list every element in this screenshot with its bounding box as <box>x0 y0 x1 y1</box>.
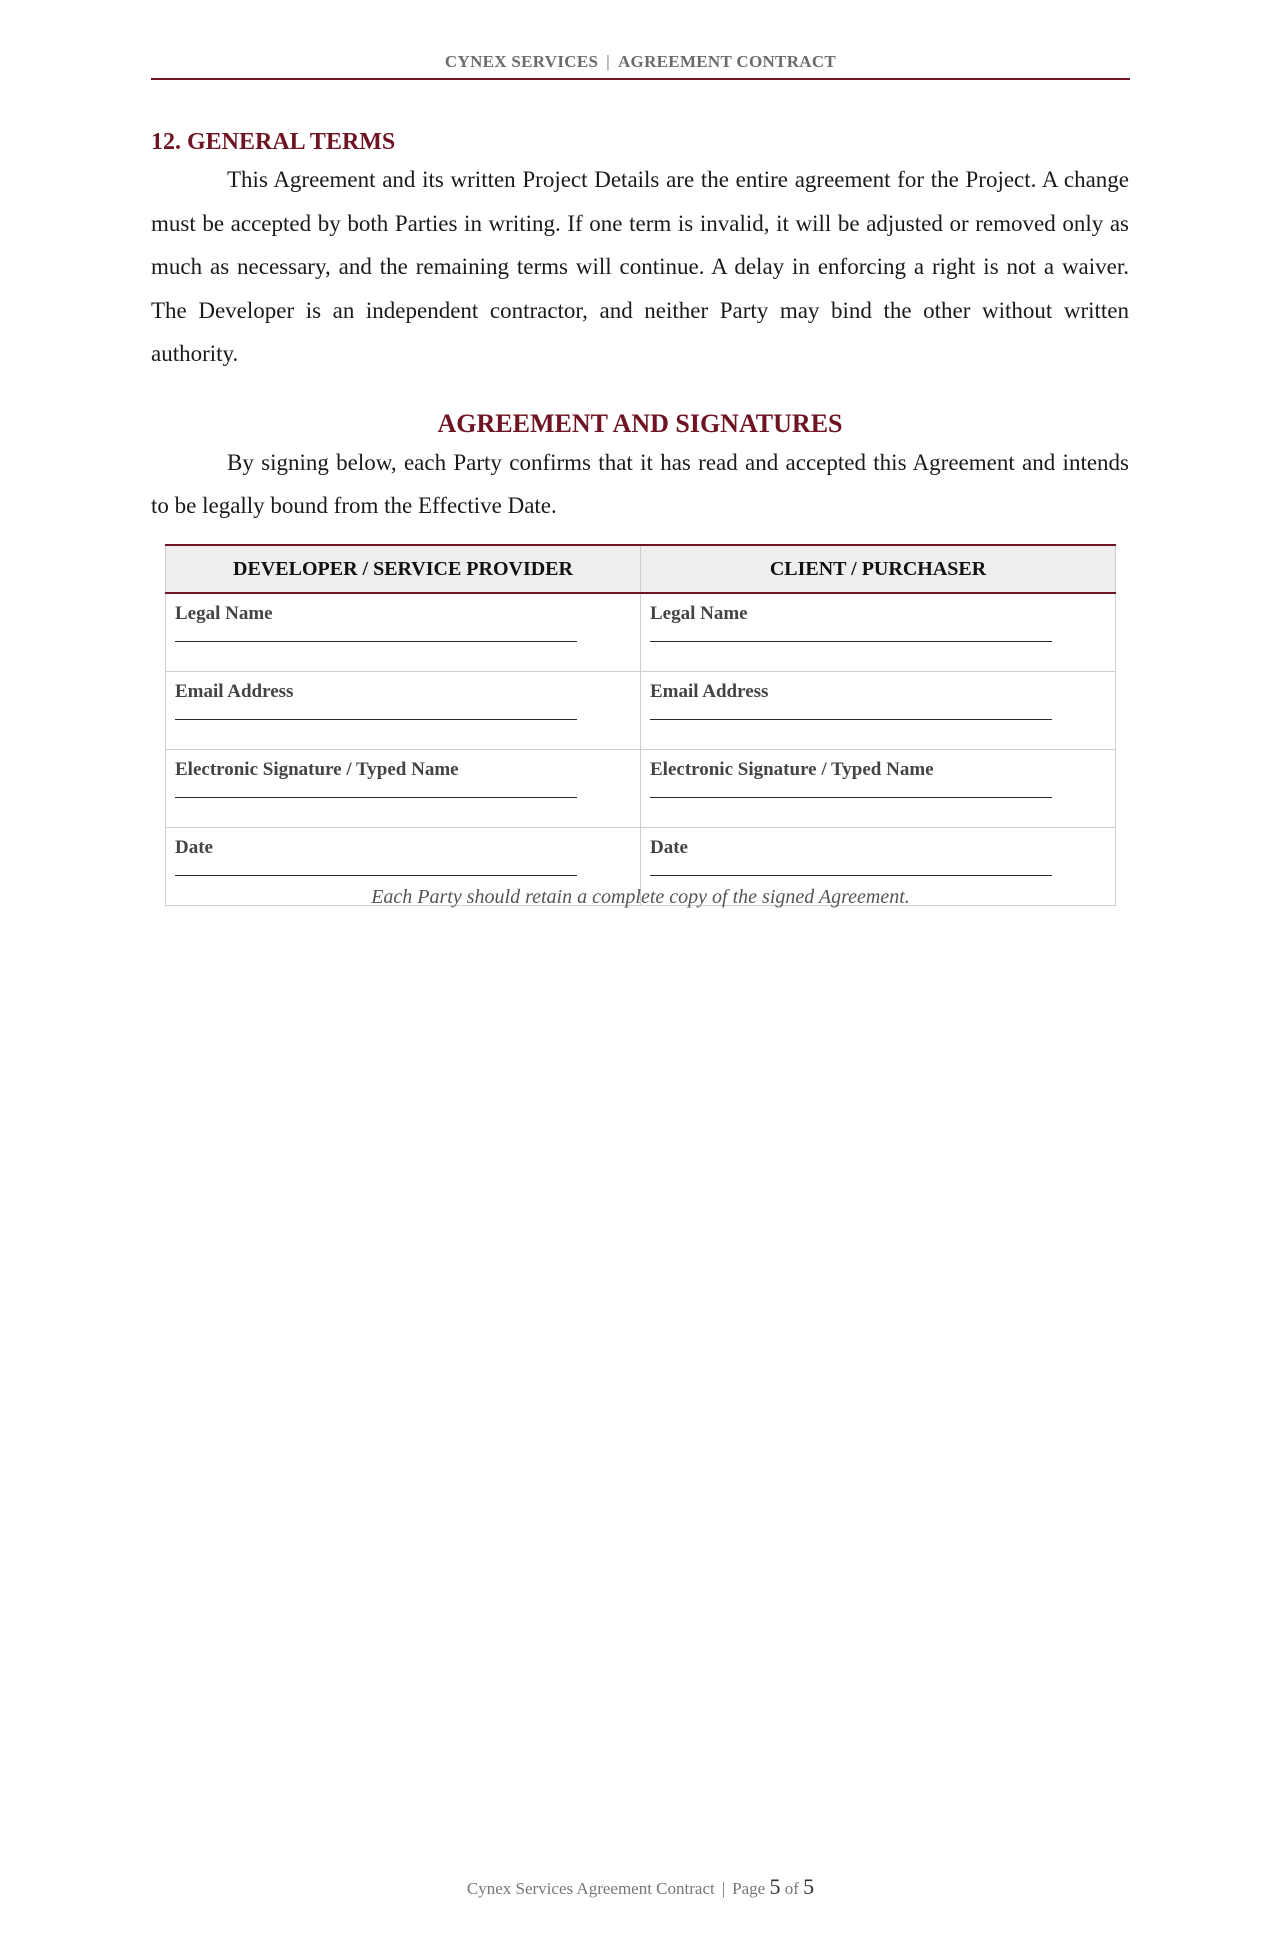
signature-row-email <box>166 672 1116 750</box>
developer-signature-line[interactable] <box>175 797 577 798</box>
client-legal-name-cell[interactable] <box>641 593 1116 672</box>
header-rule <box>151 78 1130 80</box>
signatures-heading: AGREEMENT AND SIGNATURES <box>437 408 843 438</box>
field-label: Date <box>650 837 688 858</box>
general-terms-heading: 12. GENERAL TERMS <box>151 129 396 155</box>
retain-copy-note: Each Party should retain a complete copy of the signed Agreement. <box>371 886 910 908</box>
field-label: Email Address <box>650 681 769 702</box>
general-terms-paragraph: This Agreement and its written Project Details are the entire agreement for the Project. A change must be accepted by both Parties in writing. If one term is invalid, it will be adjusted or removed only as much as necessary, and the remaining terms will continue. A delay in enforcing a right is not a waiver. The Developer is an independent contractor, and neither Party may bind the other without written authority. <box>151 167 1129 366</box>
footer-separator: | <box>721 1879 726 1898</box>
column-header-developer: DEVELOPER / SERVICE PROVIDER <box>166 545 641 593</box>
running-header <box>151 52 1130 72</box>
developer-email-cell[interactable] <box>166 672 641 750</box>
signature-table-header-row <box>166 545 1116 593</box>
footer-title: Cynex Services Agreement Contract <box>466 1879 715 1898</box>
client-signature-line[interactable] <box>650 797 1052 798</box>
developer-date-line[interactable] <box>175 875 577 876</box>
page-content <box>151 126 1129 528</box>
footer-page-total: 5 <box>803 1874 815 1899</box>
footer-page-word: Page <box>732 1879 766 1898</box>
footer-of-word: of <box>784 1879 799 1898</box>
signature-table <box>165 544 1116 906</box>
signatures-intro-paragraph: By signing below, each Party confirms that it has read and accepted this Agreement and intends to be legally bound from the Effective Date. <box>151 449 1129 518</box>
client-legal-name-line[interactable] <box>650 641 1052 642</box>
field-label: Legal Name <box>175 603 273 624</box>
client-email-line[interactable] <box>650 719 1052 720</box>
header-company: CYNEX SERVICES <box>444 52 599 71</box>
client-email-cell[interactable] <box>641 672 1116 750</box>
signature-row-legal-name <box>166 593 1116 672</box>
page-footer <box>151 1874 1130 1900</box>
developer-signature-cell[interactable] <box>166 750 641 828</box>
developer-email-line[interactable] <box>175 719 577 720</box>
field-label: Legal Name <box>650 603 748 624</box>
column-header-client: CLIENT / PURCHASER <box>641 545 1116 593</box>
footer-page-current: 5 <box>769 1874 781 1899</box>
client-signature-cell[interactable] <box>641 750 1116 828</box>
field-label: Date <box>175 837 213 858</box>
header-separator: | <box>606 52 610 71</box>
developer-legal-name-line[interactable] <box>175 641 577 642</box>
header-doc-type: AGREEMENT CONTRACT <box>617 52 837 71</box>
signature-row-signature <box>166 750 1116 828</box>
field-label: Electronic Signature / Typed Name <box>175 759 459 780</box>
field-label: Electronic Signature / Typed Name <box>650 759 934 780</box>
client-date-line[interactable] <box>650 875 1052 876</box>
field-label: Email Address <box>175 681 294 702</box>
developer-legal-name-cell[interactable] <box>166 593 641 672</box>
